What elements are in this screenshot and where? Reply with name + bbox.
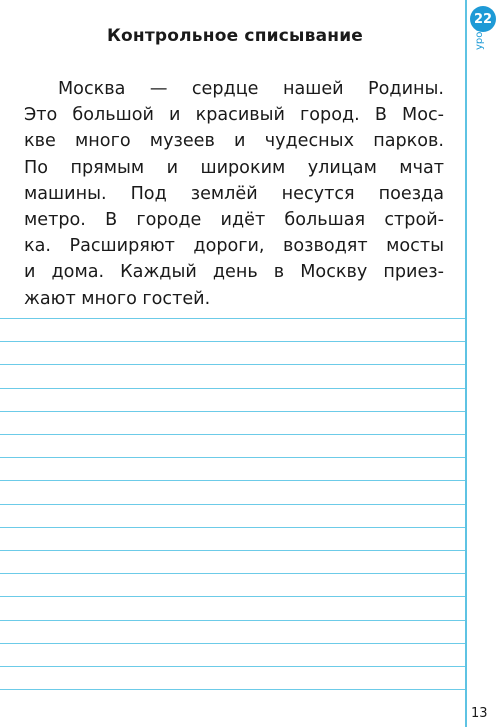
ruled-line	[0, 480, 465, 481]
ruled-line	[0, 411, 465, 412]
ruled-line	[0, 666, 465, 667]
text-line: кве много музеев и чудесных парков.	[24, 131, 444, 152]
ruled-line	[0, 341, 465, 342]
ruled-line	[0, 620, 465, 621]
ruled-line	[0, 689, 465, 690]
ruled-line	[0, 550, 465, 551]
ruled-line	[0, 318, 465, 319]
ruled-line	[0, 364, 465, 365]
text-line: жают много гостей.	[24, 288, 211, 309]
page-number: 13	[471, 706, 488, 721]
text-line: ка. Расширяют дороги, возводят мосты	[24, 236, 444, 257]
page-title: Контрольное списывание	[106, 26, 364, 46]
lesson-label: урок	[474, 25, 485, 50]
ruled-line	[0, 527, 465, 528]
ruled-line	[0, 434, 465, 435]
ruled-line	[0, 573, 465, 574]
text-line: Москва — сердце нашей Родины.	[58, 79, 444, 99]
ruled-line	[0, 643, 465, 644]
ruled-line	[0, 388, 465, 389]
ruled-line	[0, 596, 465, 597]
ruled-line	[0, 457, 465, 458]
text-line: По прямым и широким улицам мчат	[24, 157, 444, 178]
text-line: Это большой и красивый город. В Мос-	[24, 105, 444, 126]
margin-line	[465, 0, 467, 727]
text-line: метро. В городе идёт большая строй-	[24, 210, 444, 231]
text-line: машины. Под землёй несутся поезда	[24, 183, 444, 204]
lesson-number: 22	[473, 11, 493, 27]
text-line: и дома. Каждый день в Москву приез-	[24, 262, 444, 283]
dictation-text	[24, 76, 444, 312]
ruled-line	[0, 504, 465, 505]
